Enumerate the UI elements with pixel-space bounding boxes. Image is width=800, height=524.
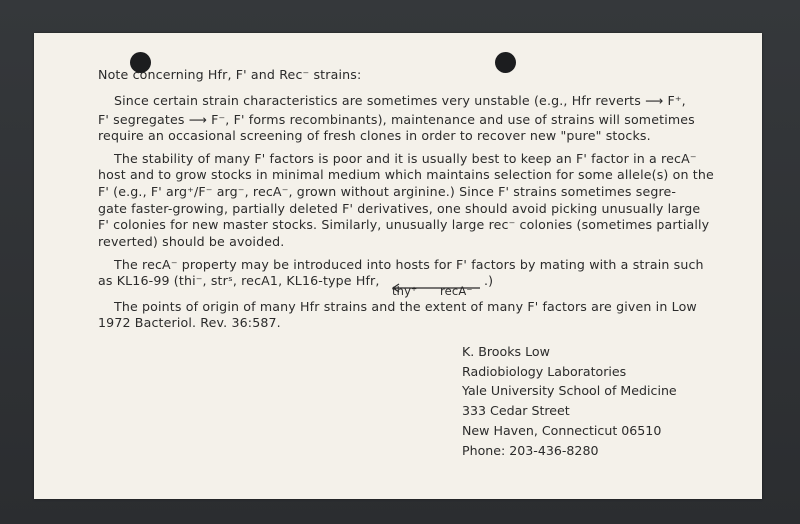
paragraph-3-line-2: as KL16-99 (thi⁻, strˢ, recA1, KL16-type Hfr, bbox=[98, 273, 380, 288]
signature-line-4: New Haven, Connecticut 06510 bbox=[462, 422, 662, 438]
paragraph-4-line-2: 1972 Bacteriol. Rev. 36:587. bbox=[98, 315, 281, 330]
signature-line-3: 333 Cedar Street bbox=[462, 403, 570, 419]
punch-hole-right bbox=[495, 52, 516, 73]
map-marker-thy: thy⁺ bbox=[392, 284, 418, 298]
signature-name: K. Brooks Low bbox=[462, 344, 550, 359]
index-card bbox=[34, 33, 762, 499]
paragraph-1-line-2: F' segregates ⟶ F⁻, F' forms recombinants), maintenance and use of strains will sometimes bbox=[98, 112, 695, 127]
signature-line-1: Radiobiology Laboratories bbox=[462, 363, 627, 379]
paragraph-3-line-1: The recA⁻ property may be introduced into hosts for F' factors by mating with a strain such bbox=[114, 257, 704, 272]
note-title: Note concerning Hfr, F' and Rec⁻ strains: bbox=[98, 67, 362, 82]
signature-line-5: Phone: 203-436-8280 bbox=[462, 442, 599, 458]
paragraph-1-line-3: require an occasional screening of fresh clones in order to recover new "pure" stocks. bbox=[98, 128, 651, 143]
paragraph-2-line-2: host and to grow stocks in minimal medium which maintains selection for some allele(s) on the bbox=[98, 167, 714, 182]
paragraph-2-line-3: F' (e.g., F' arg⁺/F⁻ arg⁻, recA⁻, grown without arginine.) Since F' strains sometimes segre- bbox=[98, 184, 677, 199]
paragraph-2-line-1: The stability of many F' factors is poor and it is usually best to keep an F' factor in a recA⁻ bbox=[114, 151, 697, 166]
paragraph-1-line-1: Since certain strain characteristics are sometimes very unstable (e.g., Hfr reverts ⟶ F⁺, bbox=[114, 93, 686, 108]
paragraph-2-line-4: gate faster-growing, partially deleted F' derivatives, one should avoid picking unusually large bbox=[98, 201, 701, 216]
map-marker-reca: recA⁻ bbox=[440, 284, 473, 298]
paragraph-2-line-6: reverted) should be avoided. bbox=[98, 234, 285, 249]
signature-block bbox=[462, 342, 677, 460]
signature-line-2: Yale University School of Medicine bbox=[462, 383, 677, 399]
paragraph-2-line-5: F' colonies for new master stocks. Similarly, unusually large rec⁻ colonies (sometimes partially bbox=[98, 217, 710, 232]
paragraph-4-line-1: The points of origin of many Hfr strains and the extent of many F' factors are given in Low bbox=[114, 299, 697, 314]
paragraph-3-tail: .) bbox=[484, 273, 494, 288]
